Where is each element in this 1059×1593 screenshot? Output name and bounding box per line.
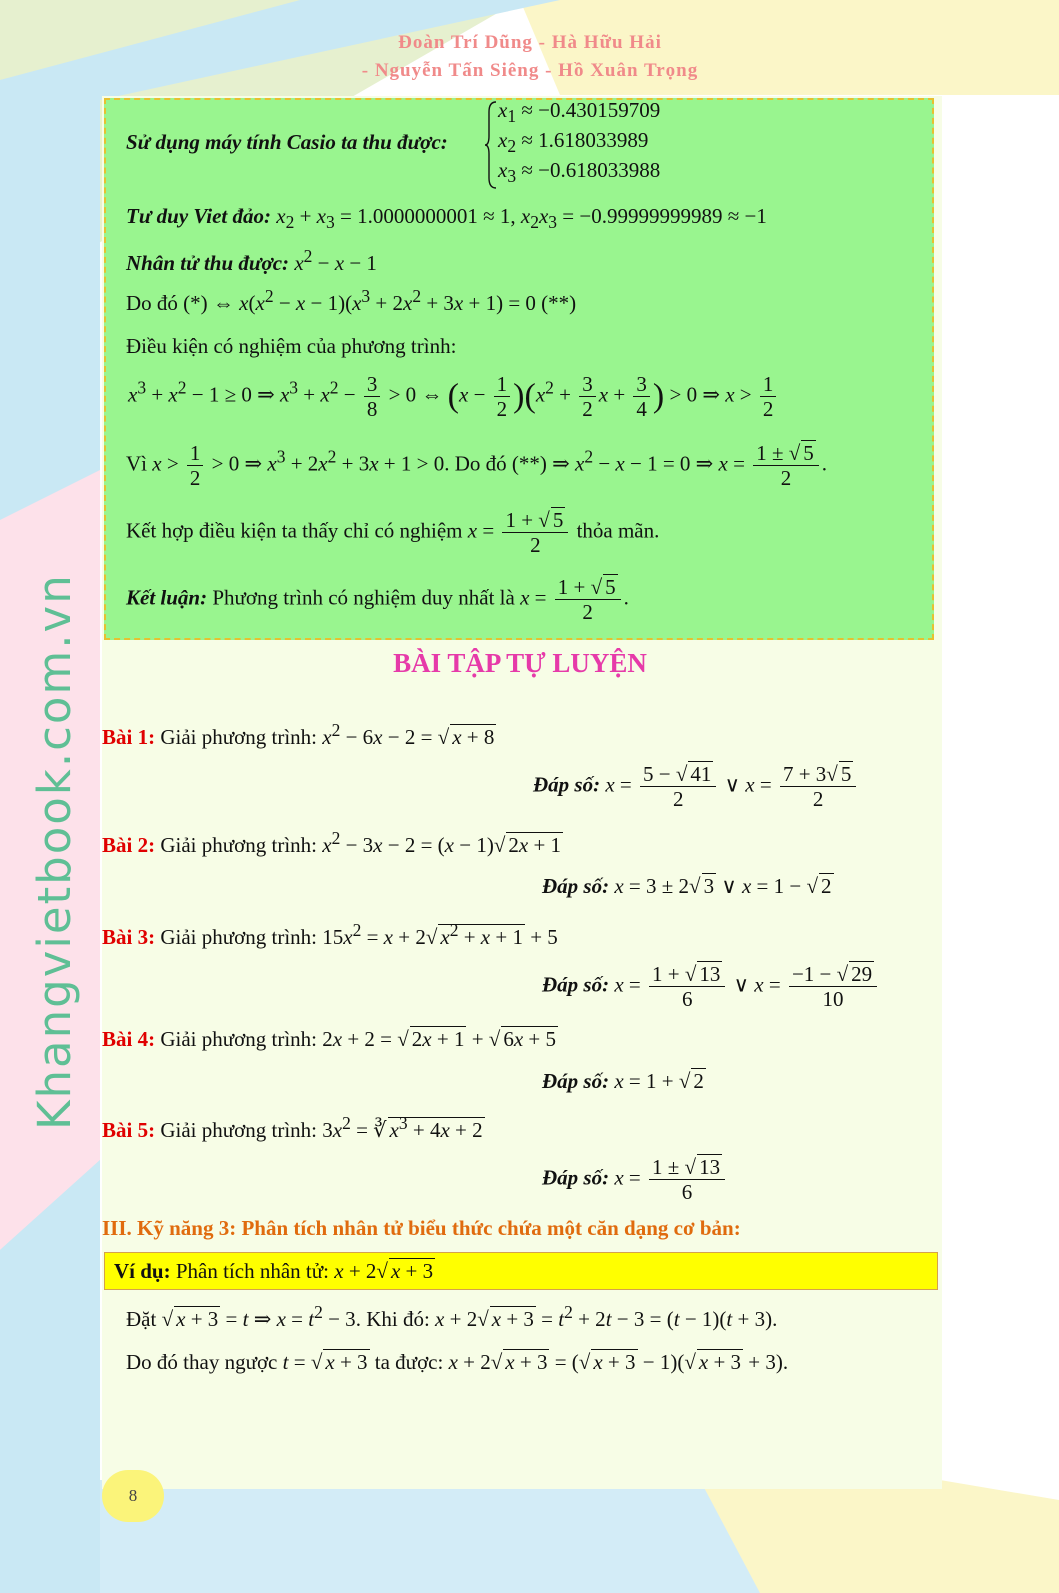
header-authors-line2: - Nguyễn Tấn Siêng - Hồ Xuân Trọng bbox=[361, 60, 699, 81]
section-title: BÀI TẬP TỰ LUYỆN bbox=[393, 648, 647, 678]
answer-4: Đáp số: x = 1 + √ 2 bbox=[542, 1069, 704, 1093]
factor-line: Nhân tử thu được: $x^2 - x - 1$ bbox=[126, 246, 377, 275]
example-line: Ví dụ: Phân tích nhân tử: x + 2√ x + 3 bbox=[114, 1259, 434, 1283]
exercise-4: Bài 4: Giải phương trình: 2x + 2 = √ 2x + 1 + √ 6x + 5 bbox=[102, 1027, 556, 1051]
condition-derivation: $x^3 + x^2 - 1 \ge 0$ ⇒ $x^3 + x^2$ − $\frac{3}{8}$ > 0 ⇔ (x − $\frac{1}{2}$ )($x^2$ + $\frac{3}{2}$ x + $\frac{3}{4}$ ) > 0 ⇒ x > $\frac{1}{2}$ bbox=[128, 372, 779, 421]
answer-5: Đáp số: x = $\frac{1 \pm √ 13}{6}$ bbox=[542, 1155, 728, 1204]
page-number: 8 bbox=[102, 1470, 164, 1522]
answer-2: Đáp số: x = 3 ± 2√ 3 ∨ x = 1 − √ 2 bbox=[542, 874, 832, 898]
combine-line: Kết hợp điều kiện ta thấy chỉ có nghiệm x = $\frac{1 + √ 5}{2}$ thỏa mãn. bbox=[126, 508, 660, 557]
skill-heading: III. Kỹ năng 3: Phân tích nhân tử biểu thức chứa một căn dạng cơ bản: bbox=[102, 1216, 741, 1240]
answer-3: Đáp số: x = $\frac{1 + √ 13}{6}$ ∨ x = $\frac{-1 - √ 29}{10}$ bbox=[542, 962, 880, 1011]
header-authors-line1: Đoàn Trí Dũng - Hà Hữu Hải bbox=[398, 32, 662, 53]
conclusion-line: Kết luận: Phương trình có nghiệm duy nhất là x = $\frac{1 + √ 5}{2}$ . bbox=[126, 575, 629, 624]
casio-label: Sử dụng máy tính Casio ta thu được: bbox=[126, 130, 448, 154]
condition-text: Điều kiện có nghiệm của phương trình: bbox=[126, 334, 457, 358]
exercise-3: Bài 3: Giải phương trình: $15x^2 = x + 2√$ $x^2 + x + 1 + 5$ bbox=[102, 920, 558, 949]
since-line: Vì x > $\frac{1}{2}$ > 0 ⇒ $x^3 + 2x^2 + 3x + 1 > 0$. Do đó (**) ⇒ $x^2 - x - 1 = 0$ ⇒ x = $\frac{1 \pm √ 5}{2}$ . bbox=[126, 441, 828, 490]
root-x1: $x_1 \approx -0.430159709$ bbox=[498, 98, 661, 127]
root-x2: $x_2 \approx 1.618033989$ bbox=[498, 128, 649, 157]
watermark-website: Khangvietbook.com.vn bbox=[28, 573, 81, 1130]
casio-roots-system bbox=[484, 96, 674, 192]
root-x3: $x_3 \approx -0.618033988$ bbox=[498, 158, 661, 187]
equivalent-equation: Do đó (*) ⇔ $x(x^2 - x - 1)(x^3 + 2x^2 + 3x + 1) = 0$ (**) bbox=[126, 286, 577, 315]
viet-line: Tư duy Viet đảo: $x_2 + x_3 = 1.0000000001 \approx 1$, $x_2x_3 = -0.99999999989 \approx -1$ bbox=[126, 204, 767, 233]
exercise-2: Bài 2: Giải phương trình: $x^2 - 3x - 2 = (x - 1)√$ 2x + 1 bbox=[102, 828, 562, 857]
example-step-2: Do đó thay ngược t = √ x + 3 ta được: x + 2√ x + 3 = (√ x + 3 − 1)(√ x + 3 + 3). bbox=[126, 1350, 789, 1374]
example-step-1: Đặt √ x + 3 = t ⇒ $x = t^2 - 3$. Khi đó: x + 2√ $x + 3 = t^2 + 2t - 3 = (t - 1)(t + 3)$. bbox=[126, 1302, 778, 1331]
exercise-5: Bài 5: Giải phương trình: $3x^2$ = ∛ $x^3 + 4x + 2$ bbox=[102, 1113, 483, 1142]
exercise-1: Bài 1: Giải phương trình: $x^2 - 6x - 2$ = √ x + 8 bbox=[102, 720, 495, 749]
answer-1: Đáp số: x = $\frac{5 - √ 41}{2}$ ∨ x = $\frac{7 + 3√ 5}{2}$ bbox=[533, 762, 859, 811]
